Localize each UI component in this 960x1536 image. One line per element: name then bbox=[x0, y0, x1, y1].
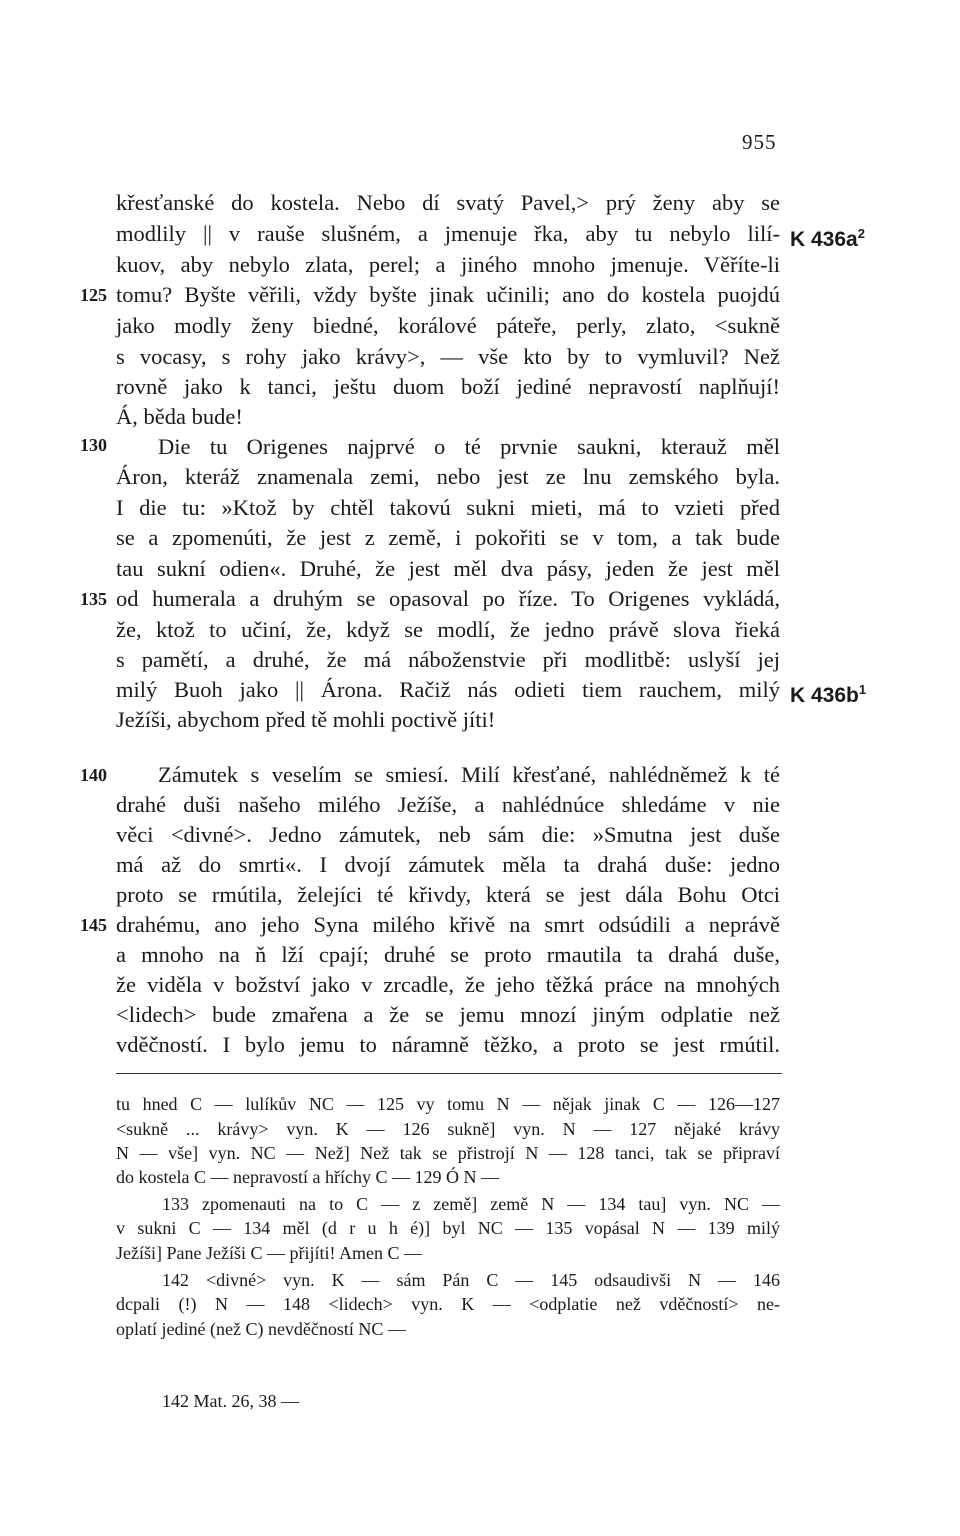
text-line: má až do smrti«. I dvojí zámutek měla ta drahá duše: jedno bbox=[116, 852, 780, 877]
footnote-line: N — vše] vyn. NC — Než] Než tak se přistrojí N — 128 tanci, tak se připraví bbox=[116, 1143, 780, 1163]
line-number: 125 bbox=[80, 285, 107, 305]
text-line: s pamětí, a druhé, že má náboženstvie při modlitbě: uslyší jej bbox=[116, 647, 780, 672]
line-number: 135 bbox=[80, 589, 107, 609]
footnote-line: 142 <divné> vyn. K — sám Pán C — 145 odsaudivši N — 146 bbox=[162, 1270, 780, 1290]
text-line: I die tu: »Ktož by chtěl takovú sukni mieti, má to vzieti před bbox=[116, 495, 780, 520]
text-line: tomu? Byšte věřili, vždy byšte jinak učinili; ano do kostela puojdú bbox=[116, 282, 780, 307]
footnote-line: Ježíši] Pane Ježíši C — přijíti! Amen C — bbox=[116, 1243, 422, 1263]
footnote-line: 133 zpomenauti na to C — z země] země N — 134 tau] vyn. NC — bbox=[162, 1194, 780, 1214]
margin-reference-text: K 436a bbox=[790, 228, 858, 251]
margin-reference bbox=[790, 219, 865, 255]
footnote-line: do kostela C — nepravostí a hříchy C — 129 Ó N — bbox=[116, 1167, 499, 1187]
margin-reference-text: K 436b bbox=[790, 684, 859, 707]
margin-reference-sup: 2 bbox=[857, 226, 865, 241]
page-number: 955 bbox=[742, 130, 777, 154]
margin-reference-sup: 1 bbox=[858, 682, 867, 697]
text-line: vděčností. I bylo jemu to náramně těžko, a proto se jest rmútil. bbox=[116, 1032, 780, 1057]
text-line: rovně jako k tanci, ještu duom boží jediné nepravostí naplňují! bbox=[116, 374, 780, 399]
text-line: Á, běda bude! bbox=[116, 404, 243, 429]
text-line: proto se rmútila, želejíci té křivdy, která se jest dála Bohu Otci bbox=[116, 882, 780, 907]
footnote-line: dcpali (!) N — 148 <lidech> vyn. K — <odplatie než vděčností> ne- bbox=[116, 1294, 780, 1314]
line-number: 130 bbox=[80, 435, 107, 455]
text-line: že, ktož to učiní, že, když se modlí, že jedno právě slova řieká bbox=[116, 617, 780, 642]
text-line: Áron, kteráž znamenala zemi, nebo jest ze lnu zemského byla. bbox=[116, 464, 780, 489]
line-number: 145 bbox=[80, 915, 107, 935]
text-line: s vocasy, s rohy jako krávy>, — vše kto by to vymluvil? Než bbox=[116, 344, 780, 369]
footnote-divider bbox=[116, 1073, 782, 1074]
margin-reference bbox=[790, 675, 866, 711]
text-line: věci <divné>. Jedno zámutek, neb sám die: »Smutna jest duše bbox=[116, 822, 780, 847]
text-line: drahé duši našeho milého Ježíše, a nahlédnúce shledáme v nie bbox=[116, 792, 780, 817]
text-line: modlily || v rauše slušném, a jmenuje řka, aby tu nebylo lilí- bbox=[116, 221, 780, 246]
footnote-line: oplatí jediné (než C) nevděčností NC — bbox=[116, 1319, 406, 1339]
text-line: od humerala a druhým se opasoval po říze. To Origenes vykládá, bbox=[116, 586, 780, 611]
text-line: a mnoho na ň lží cpají; druhé se proto rmautila ta drahá duše, bbox=[116, 942, 780, 967]
text-line: křesťanské do kostela. Nebo dí svatý Pavel,> prý ženy aby se bbox=[116, 190, 780, 215]
text-line: drahému, ano jeho Syna milého křivě na smrt odsúdili a neprávě bbox=[116, 912, 780, 937]
line-number: 140 bbox=[80, 765, 107, 785]
text-line: se a zpomenúti, že jest z země, i pokořiti se v tom, a tak bude bbox=[116, 525, 780, 550]
bible-reference: 142 Mat. 26, 38 — bbox=[162, 1391, 299, 1411]
text-line: Die tu Origenes najprvé o té prvnie saukni, kterauž měl bbox=[158, 434, 780, 459]
text-line: tau sukní odien«. Druhé, že jest měl dva pásy, jeden že jest měl bbox=[116, 556, 780, 581]
text-line: že viděla v božství jako v zrcadle, že jeho těžká práce na mnohých bbox=[116, 972, 780, 997]
text-line: milý Buoh jako || Árona. Račiž nás odieti tiem rauchem, milý bbox=[116, 677, 780, 702]
text-line: <lidech> bude zmařena a že se jemu mnozí jiným odplatie než bbox=[116, 1002, 780, 1027]
footnote-line: v sukni C — 134 měl (d r u h é)] byl NC — 135 vopásal N — 139 milý bbox=[116, 1218, 780, 1238]
text-line: jako modly ženy biedné, korálové páteře, perly, zlato, <sukně bbox=[116, 313, 780, 338]
footnote-line: <sukně ... krávy> vyn. K — 126 sukně] vyn. N — 127 nějaké krávy bbox=[116, 1119, 780, 1139]
text-line: Zámutek s veselím se smiesí. Milí křesťané, nahlédněmež k té bbox=[158, 762, 780, 787]
footnote-line: tu hned C — lulíkův NC — 125 vy tomu N — nějak jinak C — 126—127 bbox=[116, 1094, 780, 1114]
text-line: kuov, aby nebylo zlata, perel; a jiného mnoho jmenuje. Věříte-li bbox=[116, 252, 780, 277]
text-line: Ježíši, abychom před tě mohli poctivě jíti! bbox=[116, 707, 496, 732]
